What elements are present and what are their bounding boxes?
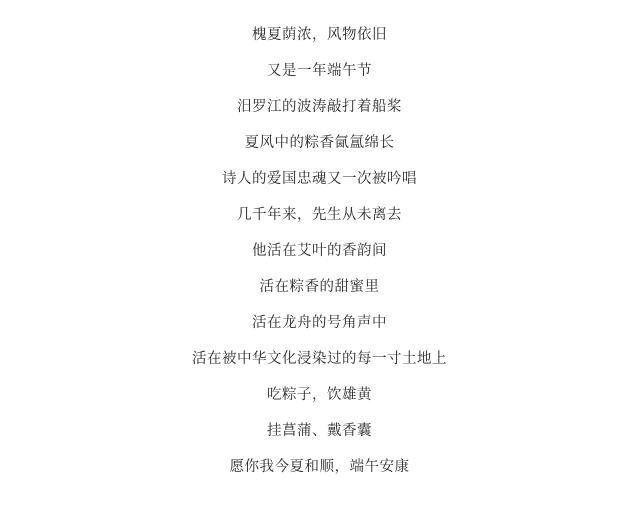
poem-line: 又是一年端午节: [267, 63, 372, 79]
poem-line: 吃粽子，饮雄黄: [267, 387, 372, 403]
poem-line: 活在被中华文化浸染过的每一寸土地上: [192, 351, 447, 367]
poem-line: 他活在艾叶的香韵间: [252, 243, 387, 259]
poem-line: 诗人的爱国忠魂又一次被吟唱: [222, 171, 417, 187]
poem-line: 几千年来，先生从未离去: [237, 207, 402, 223]
poem-line: 夏风中的粽香氤氲绵长: [244, 135, 395, 151]
poem-line: 活在龙舟的号角声中: [252, 315, 387, 331]
poem-line: 槐夏荫浓，风物依旧: [252, 27, 387, 43]
poem-line: 挂菖蒲、戴香囊: [267, 423, 372, 439]
poem-line: 汨罗江的波涛敲打着船桨: [237, 99, 402, 115]
poem-line: 愿你我今夏和顺，端午安康: [229, 459, 410, 475]
poem-line: 活在粽香的甜蜜里: [259, 279, 380, 295]
